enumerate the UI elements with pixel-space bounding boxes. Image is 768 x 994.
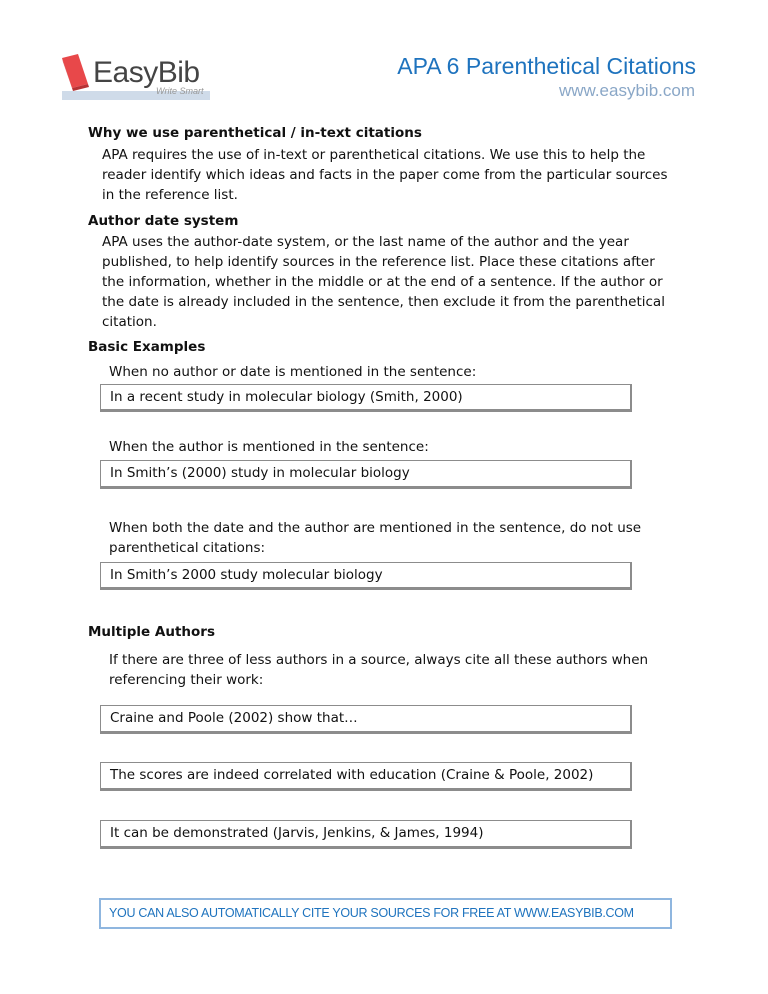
example-2-label: When the author is mentioned in the sentence:	[109, 439, 429, 455]
label-line: parenthetical citations:	[109, 540, 266, 556]
multiple-example-3-text: It can be demonstrated (Jarvis, Jenkins, & James, 1994)	[110, 825, 484, 841]
example-1-box	[100, 384, 632, 412]
heading-author-date: Author date system	[88, 213, 239, 229]
document-url: www.easybib.com	[558, 81, 695, 100]
paragraph-why	[102, 145, 687, 205]
example-3-label	[109, 518, 669, 558]
heading-multiple-authors: Multiple Authors	[88, 624, 215, 640]
multiple-example-3-box	[100, 820, 632, 849]
paragraph-author-date	[102, 232, 687, 332]
book-icon	[58, 52, 92, 92]
paragraph-line: APA requires the use of in-text or parenthetical citations. We use this to help the	[102, 147, 646, 163]
paragraph-line: APA uses the author-date system, or the last name of the author and the year	[102, 234, 629, 250]
example-1-text: In a recent study in molecular biology (Smith, 2000)	[110, 389, 463, 405]
example-3-text: In Smith’s 2000 study molecular biology	[110, 567, 383, 583]
multiple-example-1-text: Craine and Poole (2002) show that…	[110, 710, 358, 726]
example-1-label: When no author or date is mentioned in the sentence:	[109, 364, 477, 380]
multiple-example-2-box	[100, 762, 632, 791]
multiple-example-2-text: The scores are indeed correlated with education (Craine & Poole, 2002)	[110, 767, 594, 783]
paragraph-line: citation.	[102, 314, 157, 330]
paragraph-line: the date is already included in the sentence, then exclude it from the parenthetical	[102, 294, 665, 310]
heading-why: Why we use parenthetical / in-text citations	[88, 125, 422, 141]
logo-text: EasyBib	[93, 56, 200, 89]
paragraph-line: in the reference list.	[102, 187, 238, 203]
document-title: APA 6 Parenthetical Citations	[397, 53, 696, 79]
footer-promo-box	[99, 898, 672, 929]
multiple-authors-label	[109, 650, 669, 690]
example-2-box	[100, 460, 632, 489]
label-line: If there are three of less authors in a source, always cite all these authors when	[109, 652, 649, 668]
example-3-box	[100, 562, 632, 590]
paragraph-line: published, to help identify sources in the reference list. Place these citations after	[102, 254, 655, 270]
multiple-example-1-box	[100, 705, 632, 734]
example-2-text: In Smith’s (2000) study in molecular biology	[110, 465, 410, 481]
label-line: referencing their work:	[109, 672, 264, 688]
heading-basic-examples: Basic Examples	[88, 339, 206, 355]
paragraph-line: reader identify which ideas and facts in the paper come from the particular sources	[102, 167, 668, 183]
label-line: When both the date and the author are mentioned in the sentence, do not use	[109, 520, 642, 536]
paragraph-line: the information, whether in the middle or at the end of a sentence. If the author or	[102, 274, 663, 290]
footer-promo-text: YOU CAN ALSO AUTOMATICALLY CITE YOUR SOURCES FOR FREE AT WWW.EASYBIB.COM	[109, 906, 634, 920]
logo-tagline: Write Smart	[156, 86, 204, 96]
